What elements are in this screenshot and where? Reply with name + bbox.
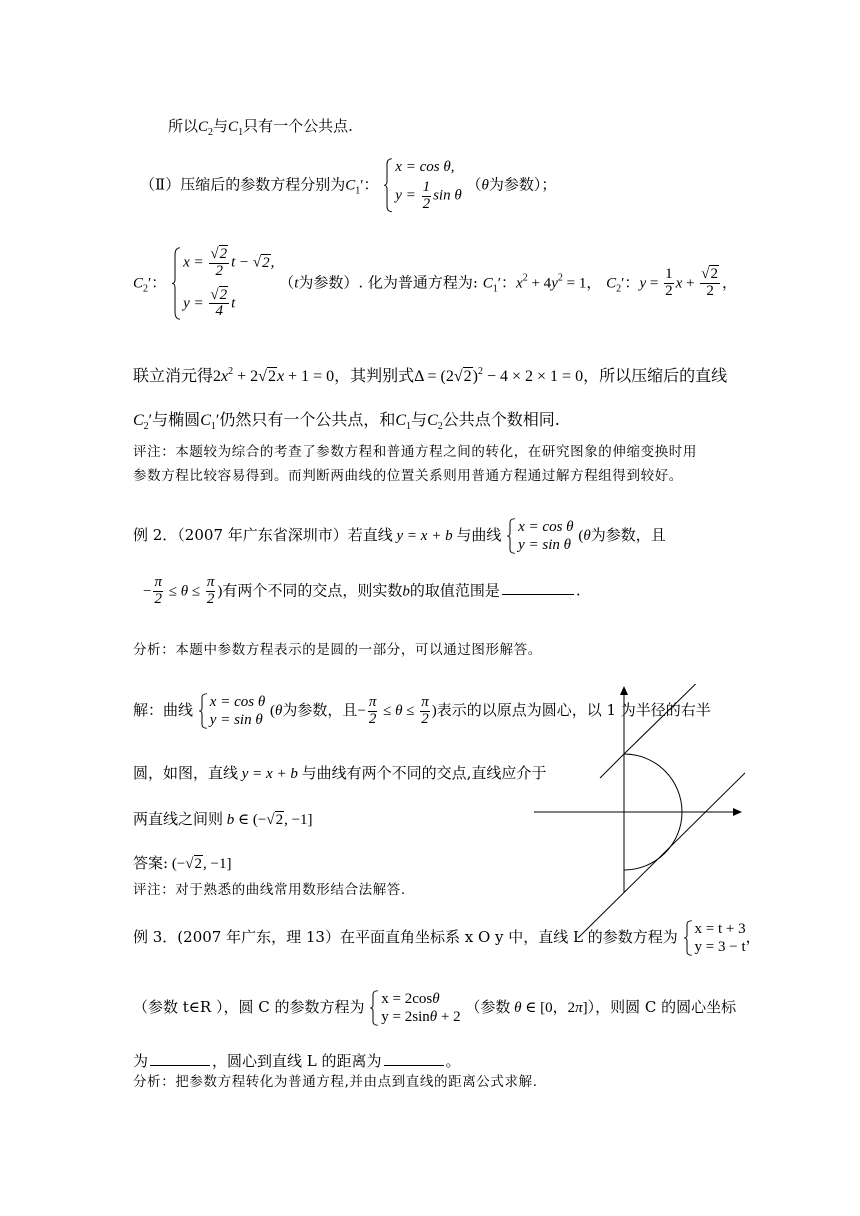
- line-3: $C_2'$： x = $\frac{√2}{2}$ t − √2, y = $\frac{√2}{4}$ t （t为参数）. 化为普通方程为: $C_1'$：$x^2 + 4y^2 = 1$， $C_2'$：y = $\frac{1}{2}$ x + $\frac{√2}{2}$ ，: [133, 246, 737, 320]
- system-c2prime: x = $\frac{√2}{2}$ t − √2, y = $\frac{√2}{4}$ t: [171, 247, 274, 320]
- line-4: 联立消元得$2x^2 + 2√2x + 1 = 0$，其判别式$\Delta = (2√2)^2 - 4 \times 2 \times 1 = 0$，所以压缩后的直线: [133, 366, 728, 385]
- line-2: （Ⅱ）压缩后的参数方程分别为$C_1'$： x = cos θ, y = $\frac{1}{2}$ sin θ （θ为参数）；: [140, 159, 557, 212]
- example-2-line-1: 例 2．（2007 年广东省深圳市）若直线 y = x + b 与曲线 x = cos θ y = sin θ (θ为参数，且: [133, 519, 666, 553]
- note-1-line-1: 评注：本题较为综合的考查了参数方程和普通方程之间的转化，在研究图象的伸缩变换时用: [133, 444, 697, 460]
- system-c1prime: x = cos θ, y = $\frac{1}{2}$ sin θ: [383, 158, 461, 213]
- note-2: 评注：对于熟悉的曲线常用数形结合法解答.: [133, 882, 406, 898]
- example-3-line-1: 例 3．(2007 年广东，理 13）在平面直角坐标系 x O y 中，直线 L 的参数方程为 x = t + 3 y = 3 − t ，: [133, 921, 761, 955]
- analysis-3: 分析：把参数方程转化为普通方程,并由点到直线的距离公式求解.: [133, 1074, 538, 1090]
- example-3-line-3: 为 ，圆心到直线 L 的距离为 。: [133, 1052, 461, 1070]
- solution-line-3: 两直线之间则 b ∈ (−√2, −1]: [133, 810, 313, 828]
- line-1: 所以$C_2$与$C_1$只有一个公共点.: [168, 117, 353, 138]
- solution-line-1: 解：曲线 x = cos θ y = sin θ (θ为参数，且− $\frac{\pi}{2}$ ≤ θ ≤ $\frac{\pi}{2}$ )表示的以原点为圆心，以 1 为半径的右半: [133, 693, 711, 728]
- system-curve-ex2: x = cos θ y = sin θ: [506, 518, 573, 554]
- system-circle-c: x = 2cosθ y = 2sinθ + 2: [369, 990, 460, 1026]
- semicircle-figure: [530, 684, 745, 944]
- solution-line-2: 圆，如图，直线 y = x + b 与曲线有两个不同的交点,直线应介于: [133, 764, 547, 782]
- note-1-line-2: 参数方程比较容易得到。而判断两曲线的位置关系则用普通方程通过解方程组得到较好。: [133, 468, 683, 484]
- example-3-line-2: （参数 t∈R ），圆 C 的参数方程为 x = 2cosθ y = 2sinθ + 2 （参数 θ ∈ [0，2π]），则圆 C 的圆心坐标: [133, 991, 737, 1025]
- system-line-l: x = t + 3 y = 3 − t: [683, 920, 746, 956]
- system-curve-sol: x = cos θ y = sin θ: [198, 693, 265, 729]
- analysis-2: 分析：本题中参数方程表示的是圆的一部分，可以通过图形解答。: [133, 642, 542, 658]
- example-2-line-2: − $\frac{\pi}{2}$ ≤ θ ≤ $\frac{\pi}{2}$ )有两个不同的交点，则实数b的取值范围是 .: [143, 574, 581, 607]
- line-5: $C_2'$与椭圆$C_1'$仍然只有一个公共点，和$C_1$与$C_2$公共点个数相同.: [133, 410, 560, 432]
- answer: 答案: (−√2, −1]: [133, 854, 232, 872]
